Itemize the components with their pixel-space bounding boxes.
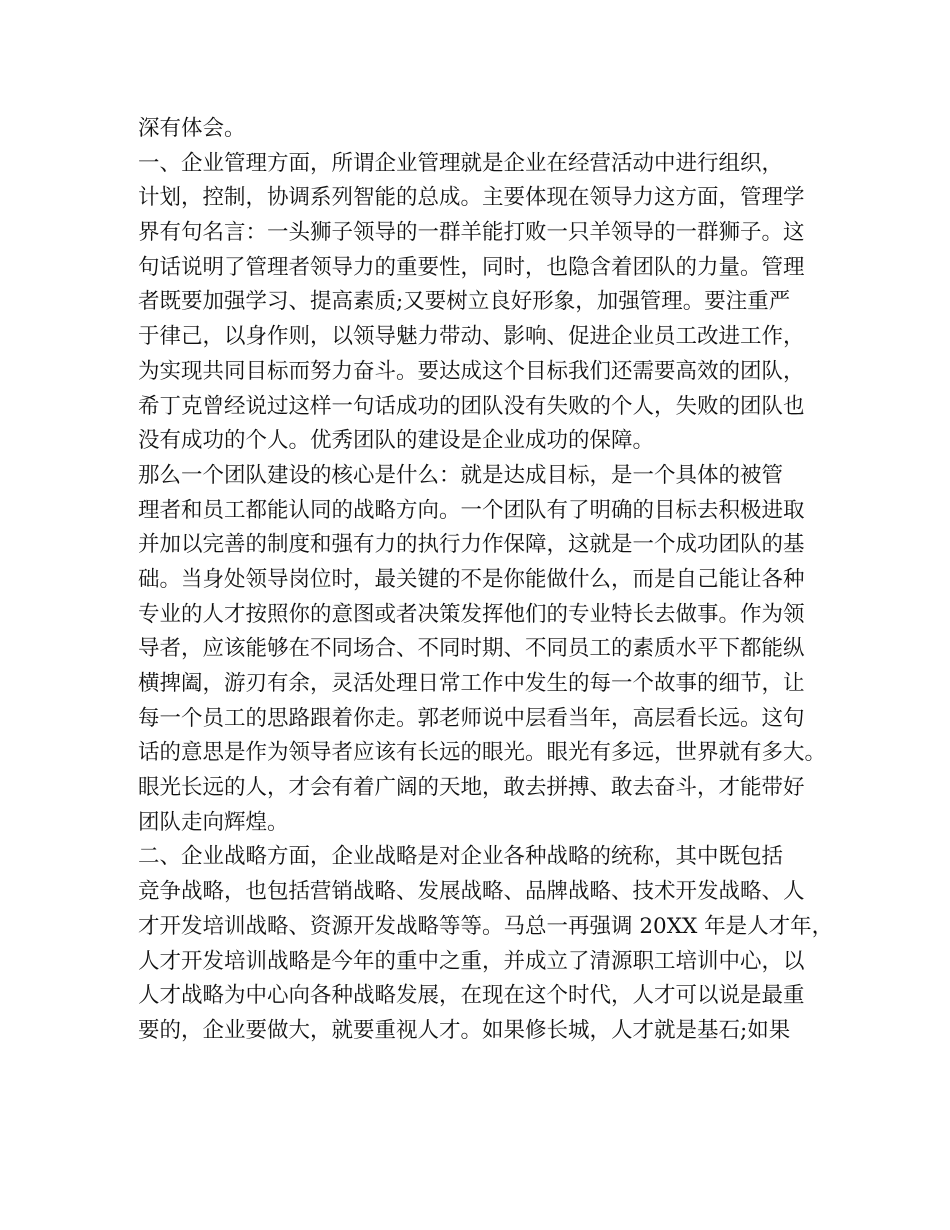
text-line: 人才开发培训战略是今年的重中之重，并成立了清源职工培训中心，以 (138, 948, 805, 974)
text-line: 为实现共同目标而努力奋斗。要达成这个目标我们还需要高效的团队， (138, 358, 805, 384)
text-line: 界有句名言：一头狮子领导的一群羊能打败一只羊领导的一群狮子。这 (138, 220, 805, 246)
text-line: 要的，企业要做大，就要重视人才。如果修长城，人才就是基石;如果 (138, 1017, 791, 1043)
text-line: 话的意思是作为领导者应该有长远的眼光。眼光有多远，世界就有多大。 (138, 740, 827, 766)
text-line: 横捭阖，游刃有余，灵活处理日常工作中发生的每一个故事的细节，让 (138, 671, 805, 696)
text-line: 导者，应该能够在不同场合、不同时期、不同员工的素质水平下都能纵 (138, 636, 805, 662)
text-line: 才开发培训战略、资源开发战略等等。马总一再强调 20XX 年是人才年， (138, 913, 834, 939)
text-line: 眼光长远的人，才会有着广阔的天地，敢去拼搏、敢去奋斗，才能带好 (138, 775, 805, 801)
text-line: 每一个员工的思路跟着你走。郭老师说中层看当年，高层看长远。这句 (138, 705, 805, 731)
text-line: 一、企业管理方面，所谓企业管理就是企业在经营活动中进行组织， (138, 150, 784, 176)
text-line: 计划，控制，协调系列智能的总成。主要体现在领导力这方面，管理学 (138, 185, 805, 211)
text-line: 并加以完善的制度和强有力的执行力作保障，这就是一个成功团队的基 (138, 532, 805, 558)
body-text (138, 112, 834, 1049)
text-line: 人才战略为中心向各种战略发展，在现在这个时代，人才可以说是最重 (138, 983, 805, 1009)
text-line: 那么一个团队建设的核心是什么：就是达成目标，是一个具体的被管 (138, 462, 784, 488)
text-line: 深有体会。 (138, 116, 246, 141)
text-line: 于律己，以身作则，以领导魅力带动、影响、促进企业员工改进工作， (138, 324, 805, 350)
text-line: 者既要加强学习、提高素质;又要树立良好形象，加强管理。要注重严 (138, 289, 791, 315)
text-line: 理者和员工都能认同的战略方向。一个团队有了明确的目标去积极进取 (138, 497, 805, 523)
text-line: 竞争战略，也包括营销战略、发展战略、品牌战略、技术开发战略、人 (138, 879, 805, 905)
text-line: 专业的人才按照你的意图或者决策发挥他们的专业特长去做事。作为领 (138, 601, 805, 627)
text-line: 二、企业战略方面，企业战略是对企业各种战略的统称，其中既包括 (138, 844, 784, 870)
text-line: 没有成功的个人。优秀团队的建设是企业成功的保障。 (138, 428, 655, 454)
text-line: 础。当身处领导岗位时，最关键的不是你能做什么，而是自己能让各种 (138, 566, 805, 592)
text-line: 句话说明了管理者领导力的重要性，同时，也隐含着团队的力量。管理 (138, 254, 805, 280)
text-line: 团队走向辉煌。 (138, 809, 289, 835)
text-line: 希丁克曾经说过这样一句话成功的团队没有失败的个人，失败的团队也 (138, 393, 805, 419)
